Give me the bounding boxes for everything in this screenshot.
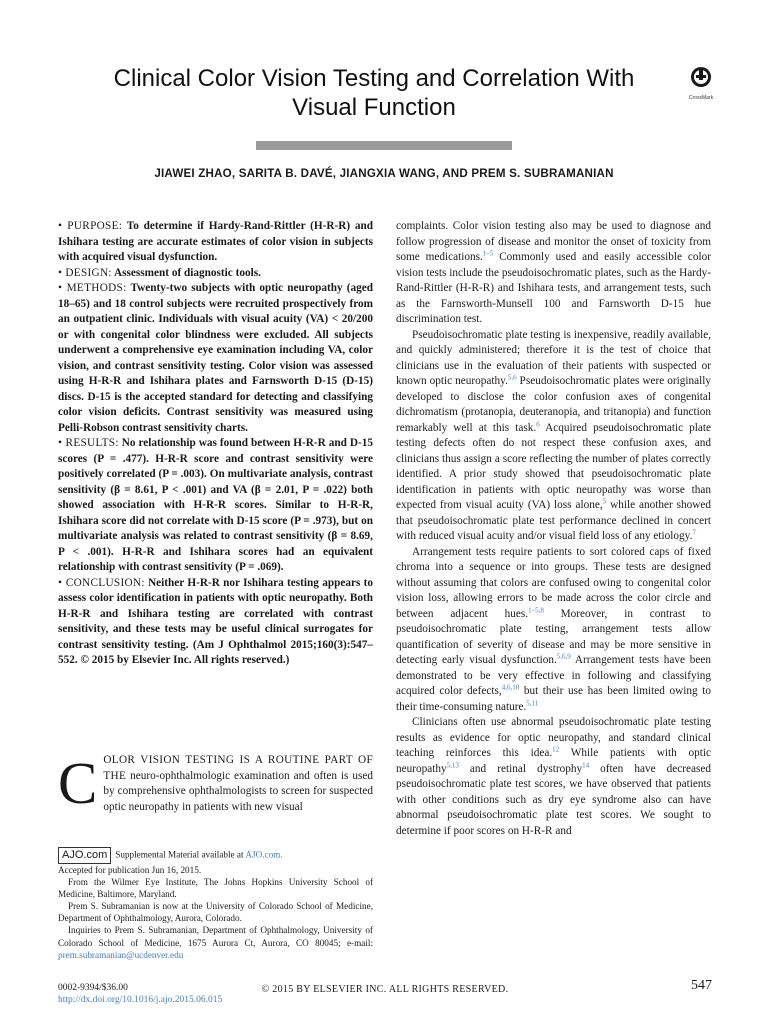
p4a-text: Clinicians often use abnormal pseudoisochromatic plate testing results as evidence for optic neuropathy, and standard clinical teaching reinforces this idea.: [396, 716, 711, 759]
p2b-text: Pseudoisochromatic plates were originally developed to disclose the color confusion axes of congenital dichromatism (protanopia, deuteranopia, and tritanopia) and function remarkably well at this task.: [396, 375, 712, 434]
supplemental-link[interactable]: AJO.com.: [245, 849, 283, 860]
intro-paragraph: [58, 750, 373, 816]
accepted-note: Accepted for publication Jun 16, 2015.: [58, 865, 202, 875]
article-title: Clinical Color Vision Testing and Correlation With Visual Function: [113, 65, 635, 121]
purpose-text: To determine if Hardy-Rand-Rittler (H-R-R) and Ishihara testing are accurate estimates of color vision in subjects with acquired visual dysfunction.: [58, 220, 373, 263]
p4d-text: often have decreased pseudoisochromatic plate test scores, we have observed that patients with other conditions such as dry eye syndrome also can have abnormal pseudoisochromatic plate test scores. We sought to determine if poor scores on H-R-R and: [396, 762, 711, 837]
citation[interactable]: 4,6,10: [501, 683, 520, 692]
supplemental-note: [58, 847, 373, 864]
body-intro: [58, 750, 373, 816]
p1-text: complaints. Color vision testing also may be used to diagnose and follow progression of disease and monitor the onset of toxicity from some medications.: [396, 220, 711, 263]
paragraph-4: [396, 715, 711, 839]
p2d-text: while another showed that pseudoisochromatic plate test performance declined in concert with reduced visual acuity and/or visual field loss of any etiology.: [396, 499, 711, 542]
affiliation-note: From the Wilmer Eye Institute, The Johns Hopkins University School of Medicine, Baltimore, Maryland.: [58, 877, 373, 900]
abstract-conclusion: [58, 576, 373, 669]
crossmark-label: CrossMark: [688, 95, 714, 101]
design-text: Assessment of diagnostic tools.: [114, 266, 261, 279]
citation[interactable]: 6: [536, 419, 540, 428]
citation[interactable]: 5,11: [526, 698, 539, 707]
contact-email-link[interactable]: prem.subramanian@ucdenver.edu: [58, 949, 184, 960]
abstract-purpose: [58, 219, 373, 266]
crossmark-icon: [690, 66, 712, 90]
citation[interactable]: 5,6: [507, 373, 517, 382]
right-column: [396, 219, 711, 839]
citation[interactable]: 5,6,9: [556, 652, 571, 661]
abstract-results: [58, 436, 373, 576]
citation[interactable]: 7: [692, 528, 696, 537]
citation[interactable]: 1–5: [482, 249, 494, 258]
methods-text: Twenty-two subjects with optic neuropathy (aged 18–65) and 18 control subjects were recruited prospectively from an outpatient clinic. Individuals with visual acuity (VA) < 20/200 or with congenital color blindness were excluded. All subjects underwent a comprehensive eye examination including VA, color vision, and contrast sensitivity testing. Color vision was assessed using H-R-R and Ishihara plates and Farnsworth D-15 (D-15) discs. D-15 is the accepted standard for detecting and classifying color vision deficits. Contrast sensitivity was measured using Pelli-Robson contrast sensitivity charts.: [58, 282, 373, 434]
intro-text: neuro-ophthalmologic examination and often is used by comprehensive ophthalmologists to screen for suspected optic neuropathy in patients with new visual: [103, 769, 373, 813]
crossmark-badge[interactable]: [681, 66, 721, 101]
doi-link[interactable]: http://dx.doi.org/10.1016/j.ajo.2015.06.015: [58, 995, 223, 1005]
results-text: No relationship was found between H-R-R and D-15 scores (P = .477). H-R-R score and contrast sensitivity were positively correlated (P = .003). On multivariate analysis, contrast sensitivity (β = 8.61, P < .001) and VA (β = 2.01, P = .022) both showed association with H-R-R scores. Similar to H-R-R, Ishihara score did not correlate with D-15 score (P = .973), but on multivariate analysis was related to contrast sensitivity (β = 8.69, P < .001). H-R-R and Ishihara scores had an equivalent relationship with contrast sensitivity (P = .069).: [58, 437, 373, 573]
p3a-text: Arrangement tests require patients to sort colored caps of fixed chroma into a sequence or into groups. These tests are designed without assuming that colors are confused owing to congenital color vision loss, allowing errors to be made across the color circle and between adjacent hues.: [396, 545, 711, 620]
design-label: • DESIGN:: [58, 266, 112, 279]
supplemental-prefix: Supplemental Material available at: [115, 849, 244, 860]
issn: 0002-9394/$36.00: [58, 983, 128, 993]
intro-lead: OLOR VISION TESTING IS A ROUTINE PART OF THE: [103, 754, 373, 782]
citation[interactable]: 5: [602, 497, 607, 506]
conclusion-label: • CONCLUSION:: [58, 576, 145, 589]
purpose-label: • PURPOSE:: [58, 220, 123, 232]
drop-cap: C: [58, 750, 98, 816]
ajo-badge[interactable]: AJO.com: [58, 847, 111, 864]
inquiries-note: [58, 924, 373, 960]
abstract-methods: [58, 281, 373, 436]
p4c-text: and retinal dystrophy: [458, 762, 583, 775]
p3d-text: but their use has been limited owing to their time-consuming nature.: [396, 685, 711, 713]
paragraph-1: [396, 219, 711, 328]
paragraph-3: [396, 545, 711, 716]
conclusion-text: Neither H-R-R nor Ishihara testing appears to assess color identification in patients with optic neuropathy. Both H-R-R and Ishihara testing are correlated with contrast sensitivity, and these tests may be useful clinical surrogates for contrast sensitivity testing. (Am J Ophthalmol 2015;160(3):547–552. © 2015 by Elsevier Inc. All rights reserved.): [58, 576, 374, 666]
p2c-text: Acquired pseudoisochromatic plate testing defects often do not respect these confusion axes, and clinicians thus assign a score reflecting the number of plates correctly identified. A prior study showed that pseudoisochromatic plate identification in patients with optic neuropathy was worse than expected from visual acuity (VA) loss alone,: [396, 421, 712, 511]
title-divider-bar: [256, 141, 512, 150]
present-address-note: Prem S. Subramanian is now at the University of Colorado School of Medicine, Department of Ophthalmology, Aurora, Colorado.: [58, 901, 373, 924]
citation[interactable]: 12: [552, 745, 560, 754]
citation[interactable]: 1–5,8: [528, 605, 544, 614]
page-number: 547: [691, 978, 712, 993]
abstract: [58, 219, 373, 669]
p3c-text: Arrangement tests have been demonstrated to be very effective in following and classifying acquired color defects,: [396, 654, 711, 697]
p3b-text: Moreover, in contrast to pseudoisochromatic plate testing, arrangement tests allow quantification of severity of disease and may be more sensitive in detecting early visual dysfunction.: [396, 607, 711, 666]
author-list: JIAWEI ZHAO, SARITA B. DAVÉ, JIANGXIA WANG, AND PREM S. SUBRAMANIAN: [154, 167, 614, 180]
results-label: • RESULTS:: [58, 437, 119, 449]
citation[interactable]: 5,13: [446, 760, 459, 769]
p1b-text: Commonly used and easily accessible color vision tests include the pseudoisochromatic plates, such as the Hardy-Rand-Rittler (H-R-R) and Ishihara tests, and arrangement tests, such as the Farnsworth-Munsell 100 and Farnsworth D-15 hue discrimination test.: [396, 251, 711, 325]
inquiries-text: Inquiries to Prem S. Subramanian, Department of Ophthalmology, University of Colorado School of Medicine, 1675 Aurora Ct, Aurora, CO 80045; e-mail:: [58, 925, 373, 948]
methods-label: • METHODS:: [58, 282, 127, 294]
p2a-text: Pseudoisochromatic plate testing is inexpensive, readily available, and quickly administered; therefore it is the test of choice that clinicians use in the evaluation of their patients with suspected or known optic neuropathy.: [396, 328, 711, 387]
paragraph-2: [396, 328, 711, 545]
p4b-text: While patients with optic neuropathy: [396, 747, 711, 775]
abstract-design: [58, 266, 373, 282]
article-notes: [58, 847, 373, 961]
citation[interactable]: 14: [582, 760, 590, 769]
copyright-notice: © 2015 BY ELSEVIER INC. ALL RIGHTS RESERVED.: [261, 984, 509, 995]
